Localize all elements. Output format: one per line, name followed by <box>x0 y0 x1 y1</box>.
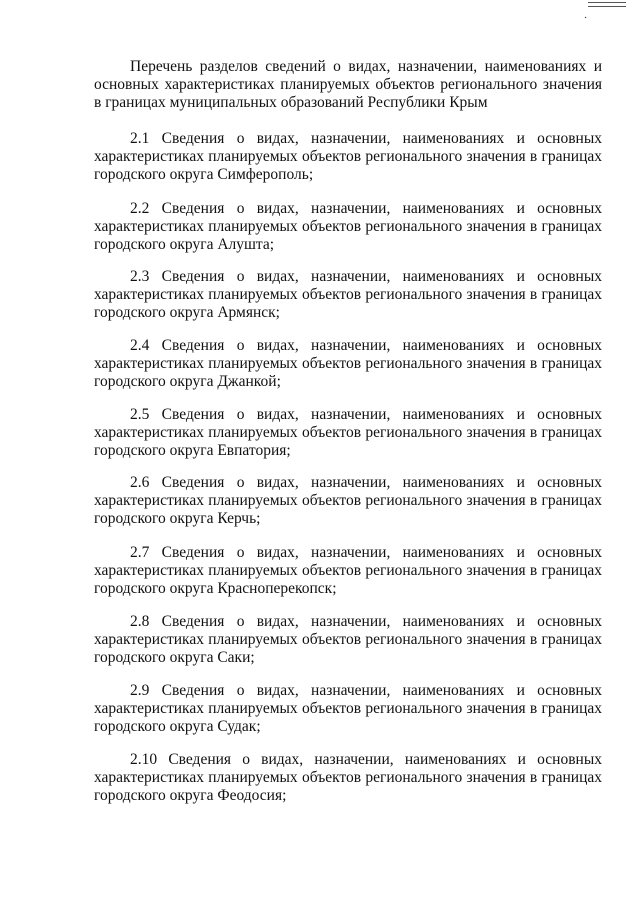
section-text: Сведения о видах, назначении, наименованиях и основных характеристиках планируемых объектов регионального значения в границах городского округа Евпатория; <box>94 406 602 459</box>
corner-mark: · <box>578 14 593 21</box>
section-number: 2.7 <box>130 544 150 561</box>
section-text: Сведения о видах, назначении, наименованиях и основных характеристиках планируемых объектов регионального значения в границах городского округа Алушта; <box>94 200 602 253</box>
section-text: Сведения о видах, назначении, наименованиях и основных характеристиках планируемых объектов регионального значения в границах городского округа Керчь; <box>94 474 602 527</box>
section-number: 2.6 <box>130 474 150 491</box>
section-number: 2.2 <box>130 200 150 217</box>
section-item <box>94 337 602 391</box>
section-text: Сведения о видах, назначении, наименованиях и основных характеристиках планируемых объектов регионального значения в границах городского округа Феодосия; <box>94 751 602 804</box>
section-text: Сведения о видах, назначении, наименованиях и основных характеристиках планируемых объектов регионального значения в границах городского округа Армянск; <box>94 268 602 321</box>
section-number: 2.1 <box>130 130 150 147</box>
section-item <box>94 200 602 254</box>
section-number: 2.5 <box>130 406 150 423</box>
section-text: Сведения о видах, назначении, наименованиях и основных характеристиках планируемых объектов регионального значения в границах городского округа Судак; <box>94 682 602 735</box>
heading-text: Перечень разделов сведений о видах, назначении, наименованиях и основных характеристиках планируемых объектов регионального значения в границах муниципальных образований Республики Крым <box>94 58 602 111</box>
scan-edge-mark <box>588 2 626 7</box>
document-heading <box>94 58 602 112</box>
section-item <box>94 474 602 528</box>
section-item <box>94 751 602 805</box>
section-item <box>94 682 602 736</box>
section-number: 2.9 <box>130 682 150 699</box>
section-item <box>94 268 602 322</box>
section-text: Сведения о видах, назначении, наименованиях и основных характеристиках планируемых объектов регионального значения в границах городского округа Джанкой; <box>94 337 602 390</box>
section-text: Сведения о видах, назначении, наименованиях и основных характеристиках планируемых объектов регионального значения в границах городского округа Саки; <box>94 613 602 666</box>
section-number: 2.3 <box>130 268 150 285</box>
section-number: 2.4 <box>130 337 150 354</box>
section-item <box>94 406 602 460</box>
section-item <box>94 613 602 667</box>
section-item <box>94 130 602 184</box>
section-text: Сведения о видах, назначении, наименованиях и основных характеристиках планируемых объектов регионального значения в границах городского округа Симферополь; <box>94 130 602 183</box>
section-number: 2.8 <box>130 613 150 630</box>
section-number: 2.10 <box>130 751 158 768</box>
section-text: Сведения о видах, назначении, наименованиях и основных характеристиках планируемых объектов регионального значения в границах городского округа Красноперекопск; <box>94 544 602 597</box>
section-item <box>94 544 602 598</box>
